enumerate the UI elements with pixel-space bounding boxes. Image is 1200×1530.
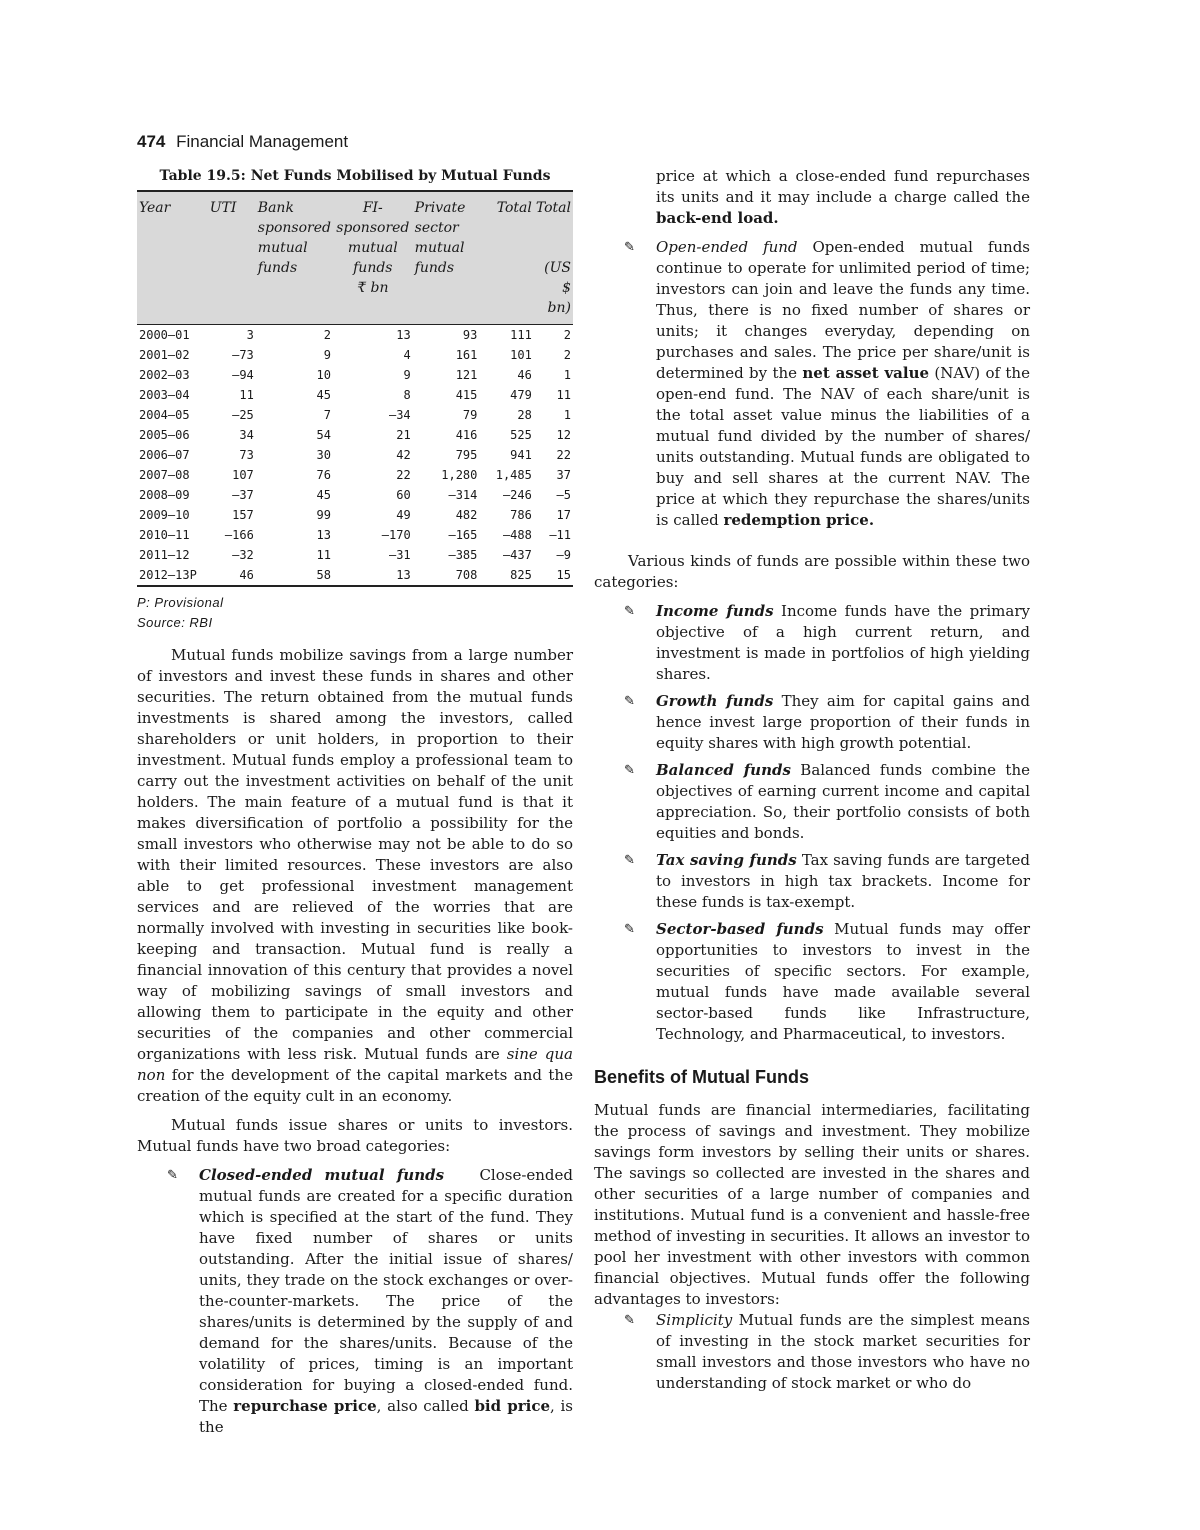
closed-ended-item	[137, 1165, 573, 1438]
table-cell: –165	[448, 528, 478, 542]
table-cell: 1,280	[441, 468, 478, 482]
table-row	[137, 445, 573, 465]
table-cell: –11	[549, 528, 571, 542]
fund-type-term: Sector-based funds	[656, 920, 824, 938]
table-note-provisional: P: Provisional	[137, 595, 224, 610]
fund-type-item	[594, 691, 1030, 754]
table-cell: 2007–08	[139, 468, 190, 482]
various-kinds-paragraph: Various kinds of funds are possible within these two categories:	[594, 552, 1030, 591]
fund-type-text: Income funds have the primary objective of a high current return, and investment is made in portfolios of high yielding shares.	[656, 602, 1030, 683]
table-cell: –25	[232, 408, 254, 422]
table-cell: 2011–12	[139, 548, 190, 562]
table-cell: 46	[517, 368, 532, 382]
fund-type-text: They aim for capital gains and hence invest large proportion of their funds in equity shares with high growth potential.	[656, 692, 1030, 752]
fund-type-text: Mutual funds may offer opportunities to investors to invest in the securities of specific sectors. For example, mutual funds have made available several sector-based funds like Infrastructure, Technology, and Pharmaceutical, to investors.	[656, 920, 1030, 1043]
table-cell: 2009–10	[139, 508, 190, 522]
back-end-load-term: back-end load.	[656, 209, 779, 227]
table-row	[137, 485, 573, 505]
page-header	[137, 132, 348, 152]
pencil-bullet-icon: ✎	[624, 1313, 635, 1328]
table-cell: 12	[556, 428, 571, 442]
table-cell: 2012–13P	[139, 568, 197, 582]
closed-ended-text: Close-ended mutual funds are created for a specific duration which is specified at the start of the fund. They have fixed number of shares or units outstanding. After the initial issue of shares/ units, they trade on the stock exchanges or over-the-counter-markets. The price of the shares/units is determined by the supply of and demand for the shares/units. Because of the volatility of prices, timing is an important consideration for buying a closed-ended fund. The	[199, 1166, 574, 1415]
table-row	[137, 405, 573, 425]
table-cell: –73	[232, 348, 254, 362]
table-cell: 11	[239, 388, 254, 402]
table-row	[137, 385, 573, 405]
table-cell: 73	[239, 448, 254, 462]
pencil-bullet-icon: ✎	[624, 694, 635, 709]
net-asset-value-term: net asset value	[802, 364, 930, 382]
table-cell: 9	[403, 368, 411, 382]
table-cell: 11	[556, 388, 571, 402]
table-cell: –437	[502, 548, 532, 562]
table-cell: 1	[563, 408, 571, 422]
table-cell: 34	[239, 428, 254, 442]
redemption-price-term: redemption price.	[723, 511, 875, 529]
table-cell: 60	[396, 488, 411, 502]
table-cell: –166	[224, 528, 254, 542]
table-note-source: Source: RBI	[137, 615, 213, 630]
table-cell: –5	[556, 488, 571, 502]
open-ended-text-1: Open-ended mutual funds continue to operate for unlimited period of time; investors can join and leave the funds any time. Thus, there is no fixed number of shares or units; it changes everyday, depending on purchases and sales. The price per share/unit is determined by the	[656, 238, 1030, 382]
table-row	[137, 345, 573, 365]
categories-paragraph: Mutual funds issue shares or units to investors. Mutual funds have two broad categories:	[137, 1116, 573, 1155]
intro-text-b: for the development of the capital markets and the creation of the equity cult in an economy.	[137, 1066, 573, 1105]
mutual-funds-table	[137, 190, 573, 587]
closed-ended-term: Closed-ended mutual funds	[199, 1166, 445, 1184]
table-cell: 2	[563, 328, 571, 342]
table-cell: 825	[510, 568, 532, 582]
col-header-fi: FI- sponsored mutual funds ₹ bn	[333, 191, 413, 325]
fund-type-text: Tax saving funds are targeted to investors in high tax brackets. Income for these funds is tax-exempt.	[656, 851, 1030, 911]
closed-ended-continuation	[594, 166, 1030, 229]
fund-type-term: Balanced funds	[656, 761, 791, 779]
intro-emphasis: sine qua non	[137, 1045, 573, 1084]
table-cell: 17	[556, 508, 571, 522]
fund-type-item	[594, 919, 1030, 1045]
table-cell: 2	[323, 328, 331, 342]
table-cell: 45	[316, 488, 331, 502]
table-row	[137, 545, 573, 565]
table-row	[137, 365, 573, 385]
table-cell: 1	[563, 368, 571, 382]
table-cell: –9	[556, 548, 571, 562]
table-cell: 107	[232, 468, 254, 482]
open-ended-item	[594, 237, 1030, 531]
table-cell: 49	[396, 508, 411, 522]
table-cell: –31	[388, 548, 411, 562]
table-cell: 2	[563, 348, 571, 362]
open-ended-term: Open-ended fund	[656, 238, 798, 256]
bid-price-term: bid price	[474, 1397, 551, 1415]
intro-paragraph	[137, 645, 573, 1107]
fund-types-list	[594, 601, 1030, 1045]
table-cell: 37	[556, 468, 571, 482]
table-cell: 2008–09	[139, 488, 190, 502]
open-ended-text-2: (NAV) of the open-end fund. The NAV of each share/unit is the total asset value minus the liabilities of a mutual fund divided by the number of shares/ units outstanding. Mutual funds are obligated to buy and sell shares at the current NAV. The price at which they repurchase the shares/units is called	[656, 364, 1030, 529]
left-column	[137, 166, 573, 1444]
table-cell: 58	[316, 568, 331, 582]
table-cell: 121	[455, 368, 478, 382]
table-row	[137, 505, 573, 525]
table-cell: 45	[316, 388, 331, 402]
table-cell: 2006–07	[139, 448, 190, 462]
table-cell: 525	[510, 428, 532, 442]
table-cell: –246	[502, 488, 532, 502]
table-row	[137, 565, 573, 586]
table-cell: –385	[448, 548, 478, 562]
table-cell: 93	[462, 328, 478, 342]
pencil-bullet-icon: ✎	[624, 763, 635, 778]
book-title: Financial Management	[176, 132, 349, 151]
table-cell: 79	[462, 408, 478, 422]
fund-type-text: Balanced funds combine the objectives of earning current income and capital appreciation. So, their portfolio consists of both equities and bonds.	[656, 761, 1030, 842]
table-cell: 708	[455, 568, 478, 582]
table-cell: –34	[388, 408, 411, 422]
table-cell: –94	[232, 368, 254, 382]
fund-type-item	[594, 850, 1030, 913]
table-cell: 15	[556, 568, 571, 582]
table-cell: 7	[323, 408, 331, 422]
table-cell: 46	[239, 568, 254, 582]
table-cell: 99	[316, 508, 331, 522]
table-cell: 157	[232, 508, 254, 522]
repurchase-price-term: repurchase price	[233, 1397, 377, 1415]
table-cell: 2004–05	[139, 408, 190, 422]
table-row	[137, 425, 573, 445]
table-cell: 2001–02	[139, 348, 190, 362]
table-cell: 416	[455, 428, 478, 442]
table-cell: 786	[510, 508, 532, 522]
benefits-heading: Benefits of Mutual Funds	[594, 1067, 809, 1087]
table-cell: 3	[246, 328, 254, 342]
fund-type-term: Tax saving funds	[656, 851, 797, 869]
right-column	[594, 166, 1030, 1400]
table-header-row	[137, 191, 573, 325]
pencil-bullet-icon: ✎	[624, 240, 635, 255]
pencil-bullet-icon: ✎	[167, 1168, 178, 1183]
table-cell: 101	[510, 348, 532, 362]
table-cell: 22	[556, 448, 571, 462]
table-cell: 2000–01	[139, 328, 190, 342]
table-body	[137, 325, 573, 587]
col-header-year: Year	[137, 191, 208, 325]
fund-type-term: Income funds	[656, 602, 774, 620]
table-cell: 2003–04	[139, 388, 190, 402]
pencil-bullet-icon: ✎	[624, 853, 635, 868]
table-cell: 2005–06	[139, 428, 190, 442]
table-cell: 13	[396, 568, 411, 582]
pencil-bullet-icon: ✎	[624, 922, 635, 937]
table-cell: 941	[510, 448, 532, 462]
pencil-bullet-icon: ✎	[624, 604, 635, 619]
table-cell: 1,485	[495, 468, 532, 482]
col-header-total: Total	[479, 191, 533, 325]
table-cell: –32	[232, 548, 254, 562]
fund-type-item	[594, 760, 1030, 844]
simplicity-text: Mutual funds are the simplest means of investing in the stock market securities for small investors and those investors who have no understanding of stock market or who do	[656, 1311, 1030, 1392]
table-row	[137, 525, 573, 545]
table-cell: –37	[232, 488, 254, 502]
table-cell: 28	[517, 408, 532, 422]
table-cell: 9	[323, 348, 331, 362]
col-header-private: Private sector mutual funds	[413, 191, 480, 325]
table-cell: 22	[396, 468, 411, 482]
col-header-uti: UTI	[208, 191, 256, 325]
closed-mid-text: , also called	[376, 1397, 469, 1415]
col-header-total-usd: Total (US $ bn)	[534, 191, 573, 325]
table-title: Table 19.5: Net Funds Mobilised by Mutual Funds	[159, 168, 551, 184]
fund-type-term: Growth funds	[656, 692, 774, 710]
table-cell: 795	[455, 448, 478, 462]
table-cell: 11	[316, 548, 331, 562]
table-cell: –488	[502, 528, 532, 542]
table-cell: 76	[316, 468, 331, 482]
table-cell: 4	[403, 348, 411, 362]
continuation-text: price at which a close-ended fund repurchases its units and it may include a charge called the	[656, 167, 1030, 206]
table-cell: 482	[455, 508, 478, 522]
table-cell: 13	[396, 328, 411, 342]
table-cell: 10	[316, 368, 331, 382]
page-number: 474	[137, 132, 166, 151]
table-cell: 42	[396, 448, 411, 462]
table-cell: 21	[396, 428, 411, 442]
table-cell: 2010–11	[139, 528, 190, 542]
closed-end-text: , is the	[199, 1397, 573, 1436]
table-cell: 8	[403, 388, 411, 402]
simplicity-item	[594, 1310, 1030, 1394]
benefits-paragraph: Mutual funds are financial intermediaries, facilitating the process of savings and investment. They mobilize savings form investors by selling their units or shares. The savings so collected are invested in the shares and other securities of a large number of companies and institutions. Mutual fund is a convenient and hassle-free method of investing in securities. It allows an investor to pool her investment with other investors with common financial objectives. Mutual funds offer the following advantages to investors:	[594, 1101, 1030, 1308]
table-cell: 111	[510, 328, 532, 342]
table-row	[137, 465, 573, 485]
table-cell: 2002–03	[139, 368, 190, 382]
intro-text-a: Mutual funds mobilize savings from a large number of investors and invest these funds in shares and other securities. The return obtained from the mutual funds investments is shared among the investors, called shareholders or unit holders, in proportion to their investment. Mutual funds employ a professional team to carry out the investment activities on behalf of the unit holders. The main feature of a mutual fund is that it makes diversification of portfolio a possibility for the small investors who otherwise may not be able to do so with their limited resources. These investors are also able to get professional investment management services and are relieved of the worries that are normally involved with investing in securities like book-keeping and transaction. Mutual fund is really a financial innovation of this century that provides a novel way of mobilizing savings of small investors and allowing them to participate in the equity and other securities of the companies and other commercial organizations with less risk. Mutual funds are	[137, 646, 573, 1063]
table-cell: 161	[455, 348, 478, 362]
table-cell: 30	[316, 448, 331, 462]
table-row	[137, 325, 573, 346]
col-header-bank: Bank sponsored mutual funds	[256, 191, 333, 325]
table-cell: –314	[448, 488, 478, 502]
table-cell: 54	[316, 428, 331, 442]
table-cell: 479	[510, 388, 532, 402]
table-cell: –170	[381, 528, 411, 542]
fund-type-item	[594, 601, 1030, 685]
table-cell: 13	[316, 528, 331, 542]
simplicity-term: Simplicity	[656, 1311, 733, 1329]
table-cell: 415	[455, 388, 478, 402]
